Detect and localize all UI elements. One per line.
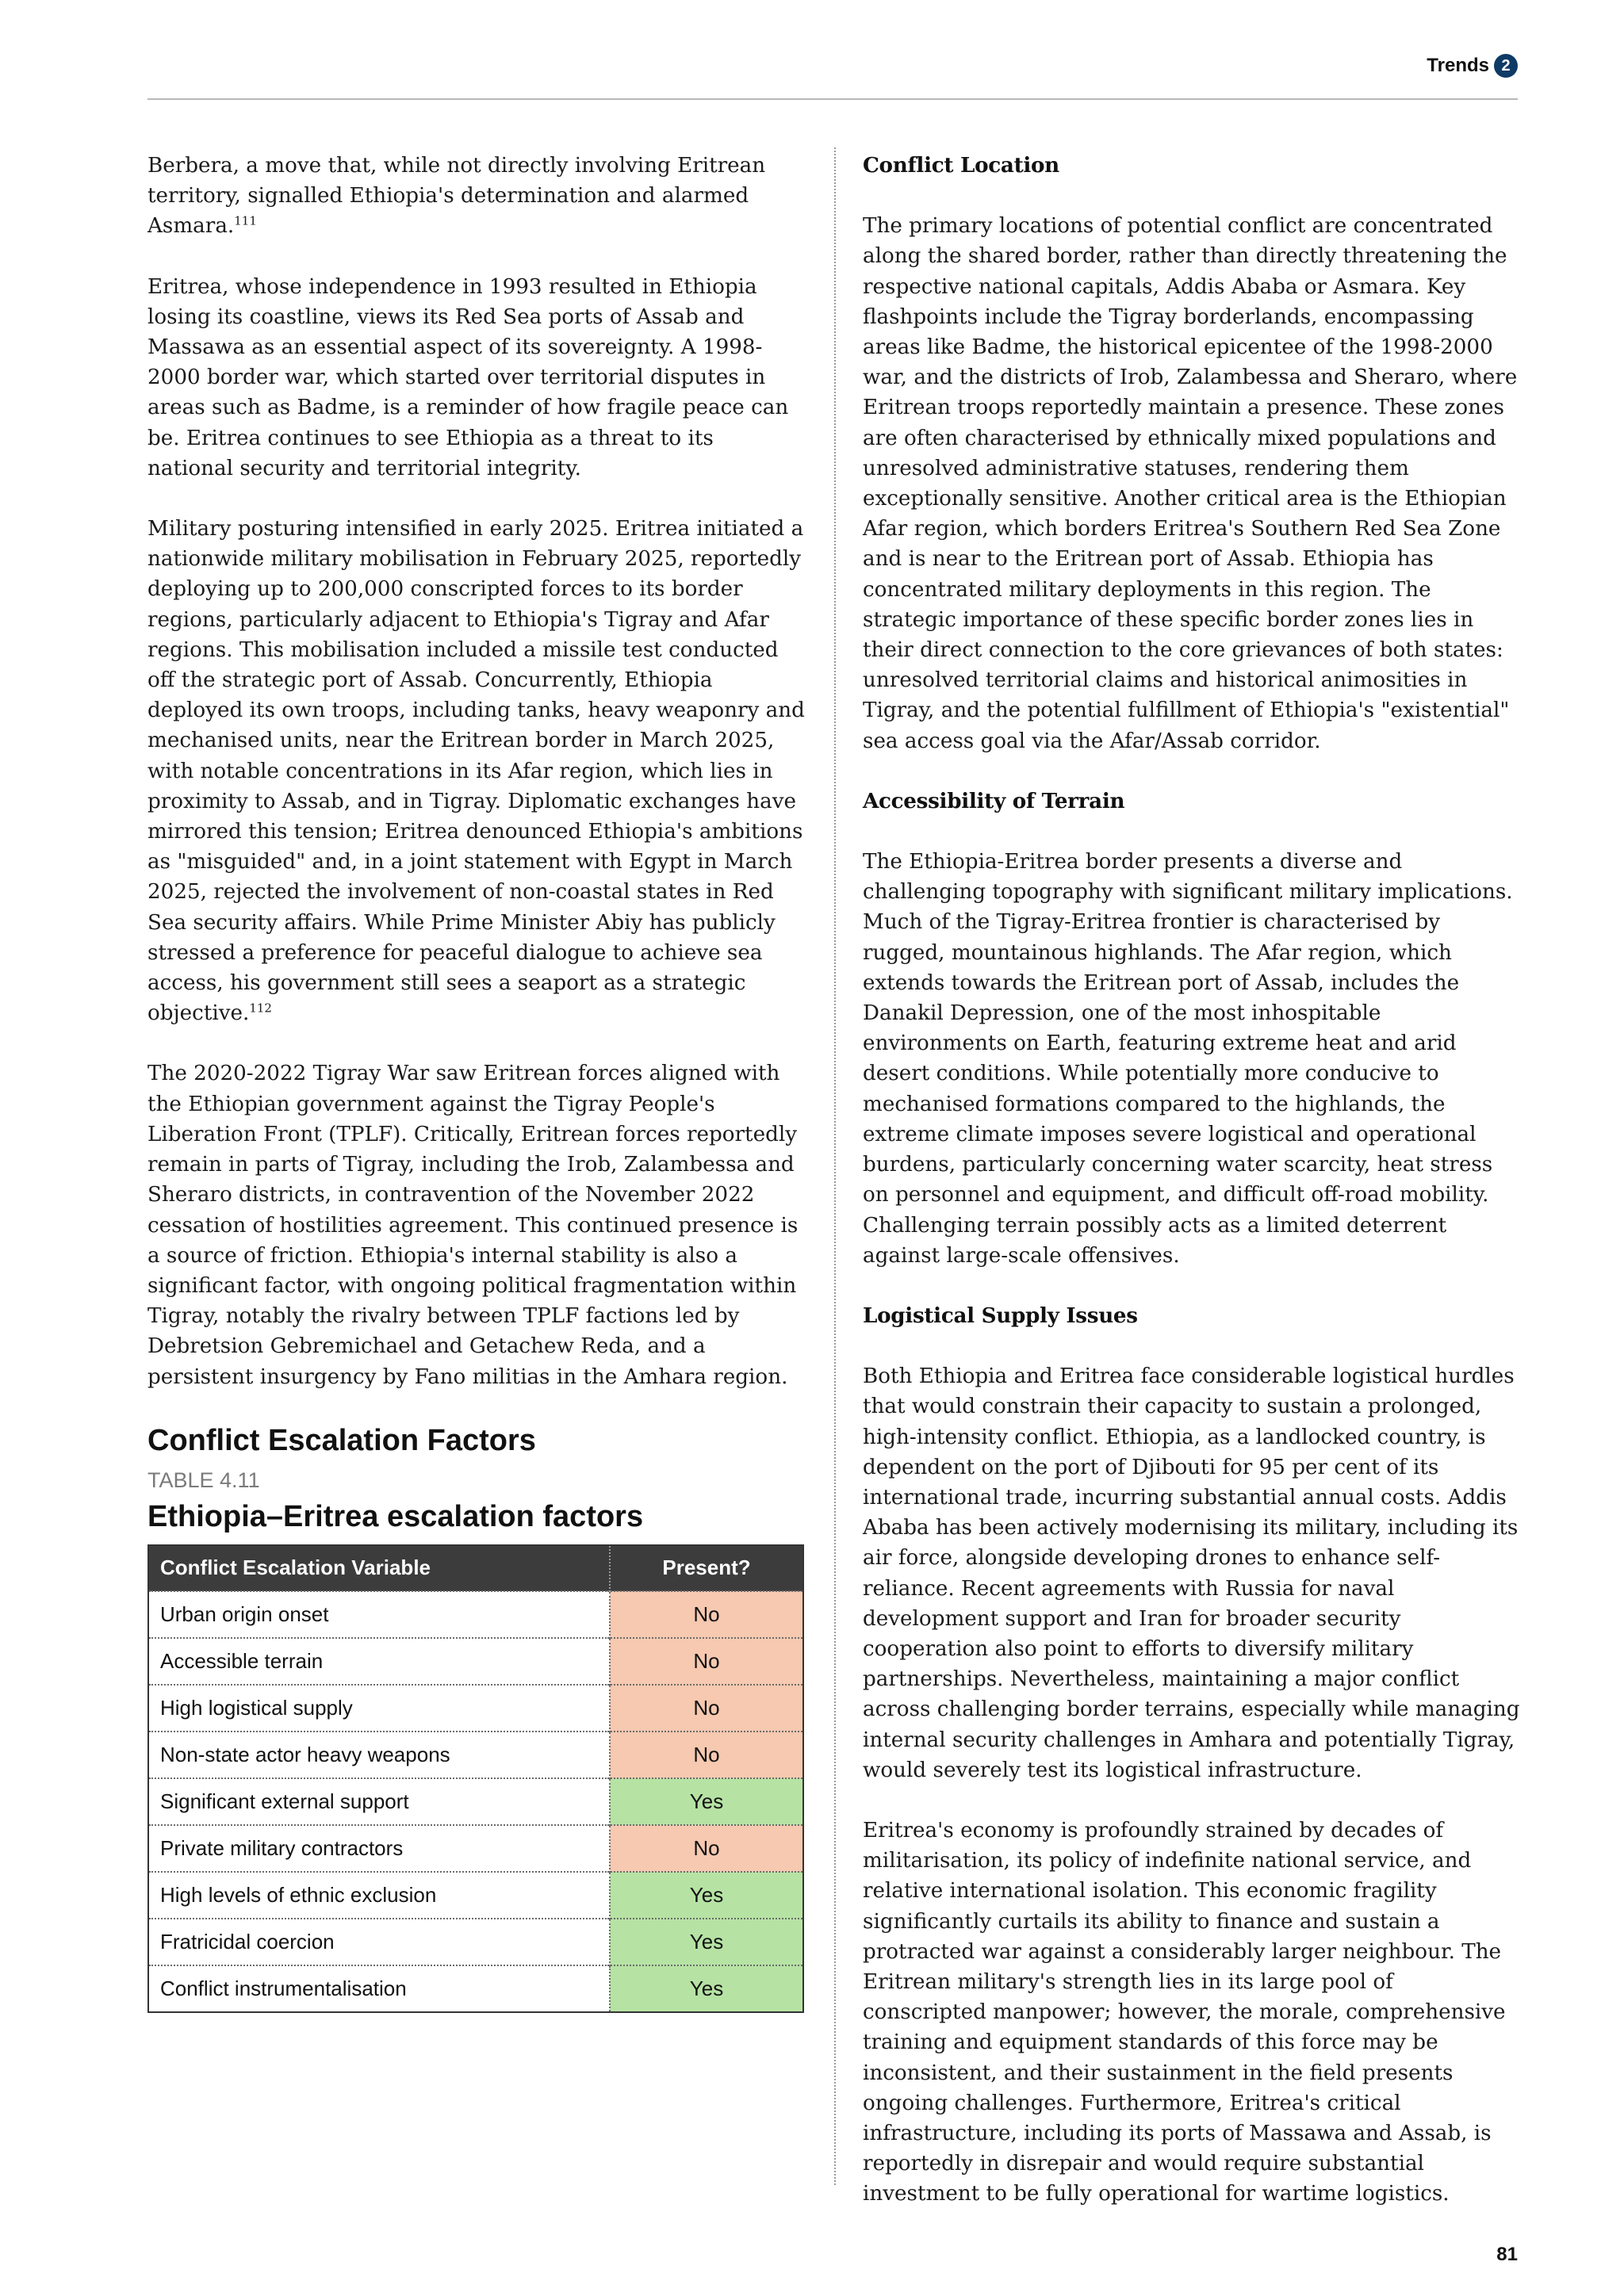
subheading-conflict-location: Conflict Location (863, 153, 1059, 178)
table-row (148, 1638, 803, 1685)
present-cell: Yes (610, 1965, 803, 2012)
column-header-present: Present? (610, 1545, 803, 1591)
present-cell: No (610, 1732, 803, 1778)
present-cell: No (610, 1685, 803, 1732)
paragraph: Military posturing intensified in early 2025. Eritrea initiated a nationwide military mobilisation in February 2025, reportedly deploying up to 200,000 conscripted forces to its border regions, particularly adjacent to Ethiopia's Tigray and Afar regions. This mobilisation included a missile test conducted off the strategic port of Assab. Concurrently, Ethiopia deployed its own troops, including tanks, heavy weaponry and mechanised units, near the Eritrean border in March 2025, with notable concentrations in its Afar region, which lies in proximity to Assab, and in Tigray. Diplomatic exchanges have mirrored this tension; Eritrea denounced Ethiopia's ambitions as "misguided" and, in a joint statement with Egypt in March 2025, rejected the involvement of non-coastal states in Red Sea security affairs. While Prime Minister Abiy has publicly stressed a preference for peaceful dialogue to achieve sea access, his government still sees a seaport as a strategic objective.$^{112}$ (147, 517, 805, 1026)
running-head (1427, 54, 1518, 78)
paragraph: Eritrea's economy is profoundly strained by decades of militarisation, its policy of indefinite national service, and relative international isolation. This economic fragility significantly curtails its ability to finance and sustain a protracted war against a considerably larger neighbour. The Eritrean military's strength lies in its large pool of conscripted manpower; however, the morale, comprehensive training and equipment standards of this force may be inconsistent, and their sustainment in the field presents ongoing challenges. Furthermore, Eritrea's critical infrastructure, including its ports of Massawa and Assab, is reportedly in disrepair and would require substantial investment to be fully operational for wartime logistics. (863, 1818, 1506, 2206)
present-cell: No (610, 1638, 803, 1685)
subheading-accessibility-of-terrain: Accessibility of Terrain (863, 788, 1125, 813)
footnote-ref[interactable]: 112 (249, 1001, 272, 1016)
table-header-row (148, 1545, 803, 1591)
variable-cell: Conflict instrumentalisation (148, 1965, 610, 2012)
variable-cell: Non-state actor heavy weapons (148, 1732, 610, 1778)
variable-cell: Urban origin onset (148, 1591, 610, 1638)
right-column (863, 151, 1521, 2240)
table-row (148, 1685, 803, 1732)
table-label: TABLE 4.11 (147, 1468, 260, 1492)
footnote-ref[interactable]: 111 (234, 213, 257, 228)
section-label: Trends (1427, 55, 1489, 76)
paragraph: The Ethiopia-Eritrea border presents a diverse and challenging topography with significant military implications. Much of the Tigray-Eritrea frontier is characterised by rugged, mountainous highlands. The Afar region, which extends towards the Eritrean port of Assab, includes the Danakil Depression, one of the most inhospitable environments on Earth, featuring extreme heat and arid desert conditions. While potentially more conducive to mechanised formations compared to the highlands, the extreme climate imposes severe logistical and operational burdens, particularly concerning water scarcity, heat stress on personnel and equipment, and difficult off-road mobility. Challenging terrain possibly acts as a limited deterrent against large-scale offensives. (863, 850, 1513, 1268)
table-title: Ethiopia–Eritrea escalation factors (147, 1499, 644, 1533)
variable-cell: Accessible terrain (148, 1638, 610, 1685)
variable-cell: Private military contractors (148, 1825, 610, 1872)
chapter-number-badge: 2 (1494, 54, 1518, 78)
paragraph: Eritrea, whose independence in 1993 resulted in Ethiopia losing its coastline, views its Red Sea ports of Assab and Massawa as an essential aspect of its sovereignty. A 1998-2000 border war, which started over territorial disputes in areas such as Badme, is a reminder of how fragile peace can be. Eritrea continues to see Ethiopia as a threat to its national security and territorial integrity. (147, 274, 789, 480)
paragraph: The 2020-2022 Tigray War saw Eritrean forces aligned with the Ethiopian government against the Tigray People's Liberation Front (TPLF). Critically, Eritrean forces reportedly remain in parts of Tigray, including the Irob, Zalambessa and Sheraro districts, in contravention of the November 2022 cessation of hostilities agreement. This continued presence is a source of friction. Ethiopia's internal stability is also a significant factor, with ongoing political fragmentation within Tigray, notably the rivalry between TPLF factions led by Debretsion Gebremichael and Getachew Reda, and a persistent insurgency by Fano militias in the Amhara region. (147, 1062, 799, 1389)
present-cell: No (610, 1591, 803, 1638)
table-row (148, 1778, 803, 1825)
paragraph: Both Ethiopia and Eritrea face considerable logistical hurdles that would constrain their capacity to sustain a prolonged, high-intensity conflict. Ethiopia, as a landlocked country, is dependent on the port of Djibouti for 95 per cent of its international trade, incurring substantial annual costs. Addis Ababa has been actively modernising its military, including its air force, alongside developing drones to enhance self-reliance. Recent agreements with Russia for naval development support and Iran for broader security cooperation also point to efforts to diversify military partnerships. Nevertheless, maintaining a major conflict across challenging border terrains, especially while managing internal security challenges in Amhara and potentially Tigray, would severely test its logistical infrastructure. (863, 1364, 1520, 1782)
present-cell: Yes (610, 1778, 803, 1825)
present-cell: No (610, 1825, 803, 1872)
paragraph: Berbera, a move that, while not directly involving Eritrean territory, signalled Ethiopia's determination and alarmed Asmara.$^{111}$ (147, 154, 766, 239)
present-cell: Yes (610, 1872, 803, 1919)
table-row (148, 1825, 803, 1872)
variable-cell: Fratricidal coercion (148, 1919, 610, 1965)
variable-cell: High levels of ethnic exclusion (148, 1872, 610, 1919)
table-row (148, 1965, 803, 2012)
escalation-factors-table (147, 1544, 804, 2013)
table-row (148, 1919, 803, 1965)
present-cell: Yes (610, 1919, 803, 1965)
paragraph: The primary locations of potential conflict are concentrated along the shared border, rather than directly threatening the respective national capitals, Addis Ababa or Asmara. Key flashpoints include the Tigray borderlands, encompassing areas like Badme, the historical epicentee of the 1998-2000 war, and the districts of Irob, Zalambessa and Sheraro, where Eritrean troops reportedly maintain a presence. These zones are often characterised by ethnically mixed populations and unresolved administrative statuses, rendering them exceptionally sensitive. Another critical area is the Ethiopian Afar region, which borders Eritrea's Southern Red Sea Zone and is near to the Eritrean port of Assab. Ethiopia has concentrated military deployments in this region. The strategic importance of these specific border zones lies in their direct connection to the core grievances of both states: unresolved territorial claims and historical animosities in Tigray, and the potential fulfillment of Ethiopia's "existential" sea access goal via the Afar/Assab corridor. (863, 214, 1518, 753)
table-row (148, 1732, 803, 1778)
table-row (148, 1591, 803, 1638)
page-number: 81 (1496, 2244, 1518, 2265)
left-column (147, 151, 806, 2013)
subheading-logistical-supply-issues: Logistical Supply Issues (863, 1303, 1138, 1328)
variable-cell: High logistical supply (148, 1685, 610, 1732)
variable-cell: Significant external support (148, 1778, 610, 1825)
column-header-variable: Conflict Escalation Variable (148, 1545, 610, 1591)
section-heading: Conflict Escalation Factors (147, 1423, 536, 1457)
page-header (147, 48, 1518, 100)
column-divider (834, 147, 836, 2185)
table-row (148, 1872, 803, 1919)
